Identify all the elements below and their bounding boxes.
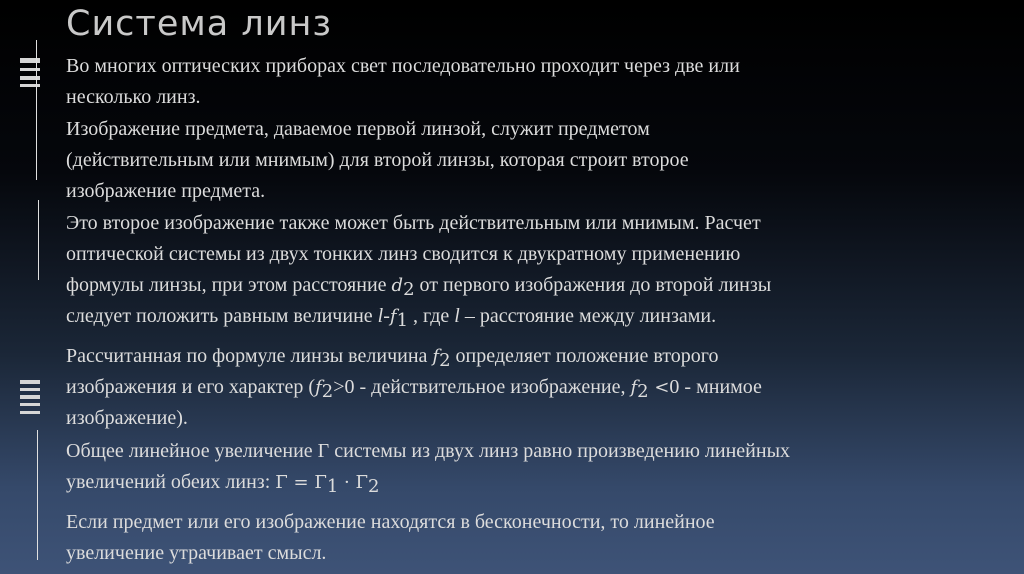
text-run: Рассчитанная по формуле линзы величина <box>66 345 433 367</box>
left-decoration <box>20 0 42 574</box>
paragraph-2 <box>66 114 689 207</box>
text-run: увеличений обеих линз: <box>66 471 276 493</box>
text-run: , где <box>408 305 455 327</box>
text-run: формулы линзы, при этом расстояние <box>66 274 392 296</box>
math-l: l <box>454 305 460 327</box>
paragraph-3 <box>66 208 771 332</box>
math-gamma: Γ <box>355 472 368 493</box>
decoration-bar <box>20 58 40 63</box>
text-run: - <box>383 305 390 327</box>
decoration-bar <box>20 395 40 399</box>
paragraph-6 <box>66 507 715 569</box>
math-subscript: 2 <box>367 476 380 497</box>
math-less-than: < <box>648 377 670 398</box>
math-f: f <box>389 306 397 327</box>
text-run: определяет положение второго <box>450 345 719 367</box>
math-subscript: 2 <box>637 381 649 402</box>
text-line: оптической системы из двух тонких линз сводится к двукратному применению <box>66 243 741 265</box>
decoration-bar <box>20 403 40 406</box>
paragraph-4 <box>66 341 762 434</box>
math-subscript: 2 <box>439 350 451 371</box>
text-line: (действительным или мнимым) для второй линзы, которая строит второе <box>66 149 689 171</box>
math-f: f <box>315 377 322 398</box>
text-line: увеличение утрачивает смысл. <box>66 542 327 564</box>
text-line: Изображение предмета, даваемое первой линзой, служит предметом <box>66 118 650 140</box>
paragraph-5 <box>66 436 790 498</box>
decoration-bar <box>20 388 40 391</box>
math-d: d <box>391 275 404 296</box>
math-dot: · <box>338 472 356 493</box>
math-gamma: Γ <box>314 472 327 493</box>
text-run: от первого изображения до второй линзы <box>414 274 772 296</box>
text-line <box>66 372 762 403</box>
text-line: изображение). <box>66 407 188 429</box>
text-line: Общее линейное увеличение Г системы из двух линз равно произведению линейных <box>66 440 791 462</box>
math-subscript: 2 <box>321 381 334 402</box>
text-line: Это второе изображение также может быть действительным или мнимым. Расчет <box>66 212 761 234</box>
text-line: изображение предмета. <box>66 180 266 202</box>
text-line <box>66 270 771 301</box>
math-equals: = <box>287 472 315 493</box>
math-subscript: 2 <box>403 279 415 300</box>
math-f: f <box>630 377 638 398</box>
decoration-line <box>36 40 37 180</box>
text-line: несколько линз. <box>66 86 201 108</box>
decoration-line <box>37 430 38 560</box>
text-run: изображения и его характер ( <box>66 376 316 398</box>
text-run: 0 - мнимое <box>669 376 762 398</box>
math-gamma: Γ <box>275 472 288 493</box>
paragraph-1 <box>66 51 740 113</box>
math-subscript: 1 <box>396 310 409 331</box>
text-run: >0 - действительное изображение, <box>333 376 631 398</box>
text-line <box>66 467 790 498</box>
math-subscript: 1 <box>326 476 339 497</box>
math-f: f <box>432 346 440 367</box>
text-line: Если предмет или его изображение находятся в бесконечности, то линейное <box>66 511 715 533</box>
text-run: – расстояние между линзами. <box>459 305 717 327</box>
decoration-bar <box>20 84 40 87</box>
math-l: l <box>377 305 384 327</box>
text-run: следует положить равным величине <box>66 305 378 327</box>
text-line <box>66 301 771 332</box>
text-line: Во многих оптических приборах свет последовательно проходит через две или <box>66 55 740 77</box>
decoration-bar <box>20 68 40 71</box>
slide-title: Система линз <box>66 4 332 44</box>
text-line <box>66 341 762 372</box>
decoration-bar <box>20 411 40 414</box>
decoration-bar <box>20 380 40 384</box>
decoration-bar <box>20 76 40 80</box>
decoration-line <box>38 200 39 280</box>
